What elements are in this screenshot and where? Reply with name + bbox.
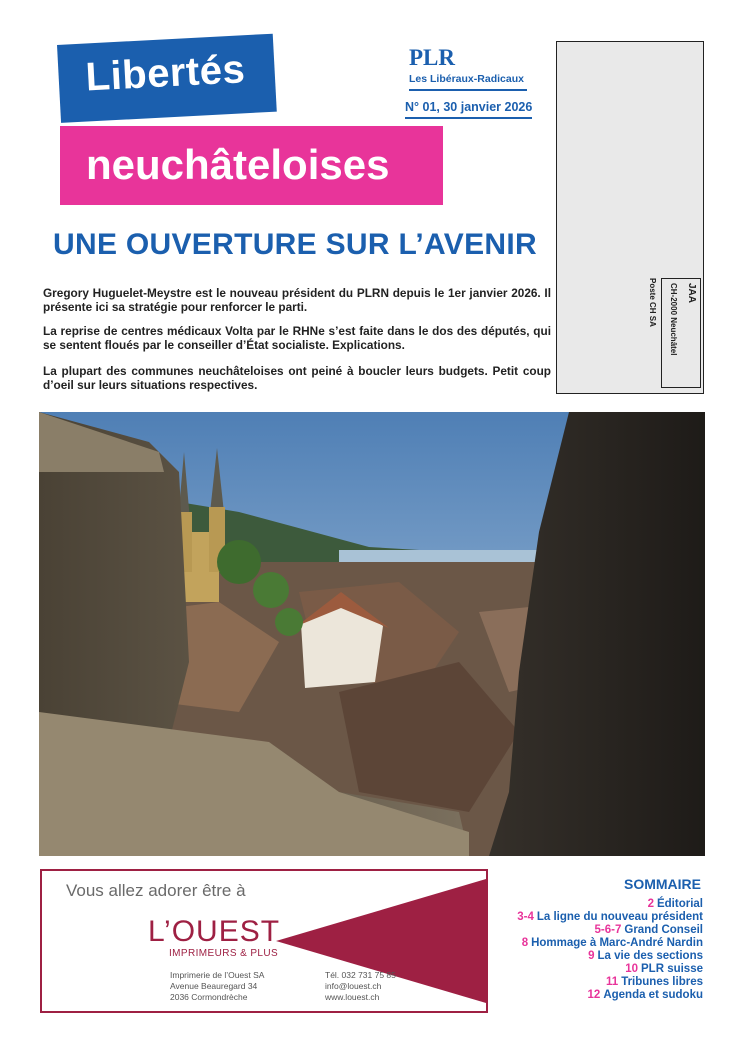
address-postcode: CH-2000 Neuchâtel (669, 283, 678, 356)
lead-paragraph-1: Gregory Huguelet-Meystre est le nouveau président du PLRN depuis le 1er janvier 2026. Il présente ici sa stratégie pour renforcer le parti. (43, 286, 551, 314)
sommaire-page: 2 (647, 898, 654, 910)
sommaire-page: 11 (606, 976, 619, 988)
party-logo: PLR (409, 45, 455, 70)
sommaire-title: SOMMAIRE (624, 876, 701, 892)
sommaire-label: PLR suisse (641, 963, 703, 975)
ad-website[interactable]: www.louest.ch (325, 992, 380, 1002)
lead-paragraph-3: La plupart des communes neuchâteloises ont peiné à boucler leurs budgets. Petit coup d’oeil sur leurs situations respectives. (43, 364, 551, 392)
sommaire-item[interactable] (517, 937, 703, 950)
sommaire-label: La vie des sections (597, 950, 703, 962)
lead-paragraph-2: La reprise de centres médicaux Volta par le RHNe s’est faite dans le dos des députés, qui se sentent floués par le conseiller d’État socialiste. Explications. (43, 324, 551, 352)
ad-address (170, 970, 264, 1003)
address-label: JAA (686, 283, 697, 304)
issue-rule (405, 117, 532, 119)
sommaire-page: 8 (521, 937, 529, 949)
cover-photo (39, 412, 705, 856)
ad-phone: Tél. 032 731 75 85 (325, 970, 396, 980)
ad-email[interactable]: info@louest.ch (325, 981, 382, 991)
sommaire-page: 12 (587, 989, 601, 1001)
ad-address-line: Imprimerie de l’Ouest SA (170, 970, 265, 980)
ad-tagline: Vous allez adorer être à (66, 881, 246, 900)
party-rule (409, 89, 527, 91)
sommaire-item[interactable] (517, 989, 703, 1002)
address-carrier: Poste CH SA (648, 278, 657, 327)
ad-logo: L’OUEST (148, 915, 281, 948)
sommaire-list (517, 898, 703, 1002)
sommaire-label: La ligne du nouveau président (536, 911, 703, 923)
sommaire-item[interactable] (517, 911, 703, 924)
sommaire-page: 5-6-7 (594, 924, 622, 936)
sommaire-label: Tribunes libres (621, 976, 703, 988)
masthead-title-line1: Libertés (84, 47, 247, 100)
issue-number: N° 01, 30 janvier 2026 (405, 100, 533, 114)
sommaire-item[interactable] (517, 924, 703, 937)
masthead-title-banner-blue (57, 34, 277, 123)
headline: UNE OUVERTURE SUR L’AVENIR (53, 228, 537, 261)
party-name: Les Libéraux-Radicaux (409, 73, 524, 85)
sommaire-page: 3-4 (517, 911, 534, 923)
sommaire-label: Éditorial (656, 898, 703, 910)
masthead-title-banner-pink (60, 126, 443, 205)
advertisement[interactable] (40, 869, 488, 1013)
ad-address-line: Avenue Beauregard 34 (170, 981, 258, 991)
sommaire-label: Agenda et sudoku (603, 989, 703, 1001)
sommaire-label: Grand Conseil (624, 924, 703, 936)
ad-logo-subtitle: IMPRIMEURS & PLUS (169, 948, 279, 959)
sommaire-page: 9 (588, 950, 595, 962)
sommaire-item[interactable] (517, 963, 703, 976)
sommaire-item[interactable] (517, 950, 703, 963)
ad-contact (325, 970, 396, 1003)
ad-address-line: 2036 Cormondrèche (170, 992, 248, 1002)
cover-photo-illustration (39, 412, 705, 856)
masthead-title-line2: neuchâteloises (86, 141, 390, 188)
sommaire-page: 10 (625, 963, 638, 975)
sommaire-label: Hommage à Marc-André Nardin (531, 937, 703, 949)
sommaire-item[interactable] (517, 976, 703, 989)
sommaire-item[interactable] (517, 898, 703, 911)
